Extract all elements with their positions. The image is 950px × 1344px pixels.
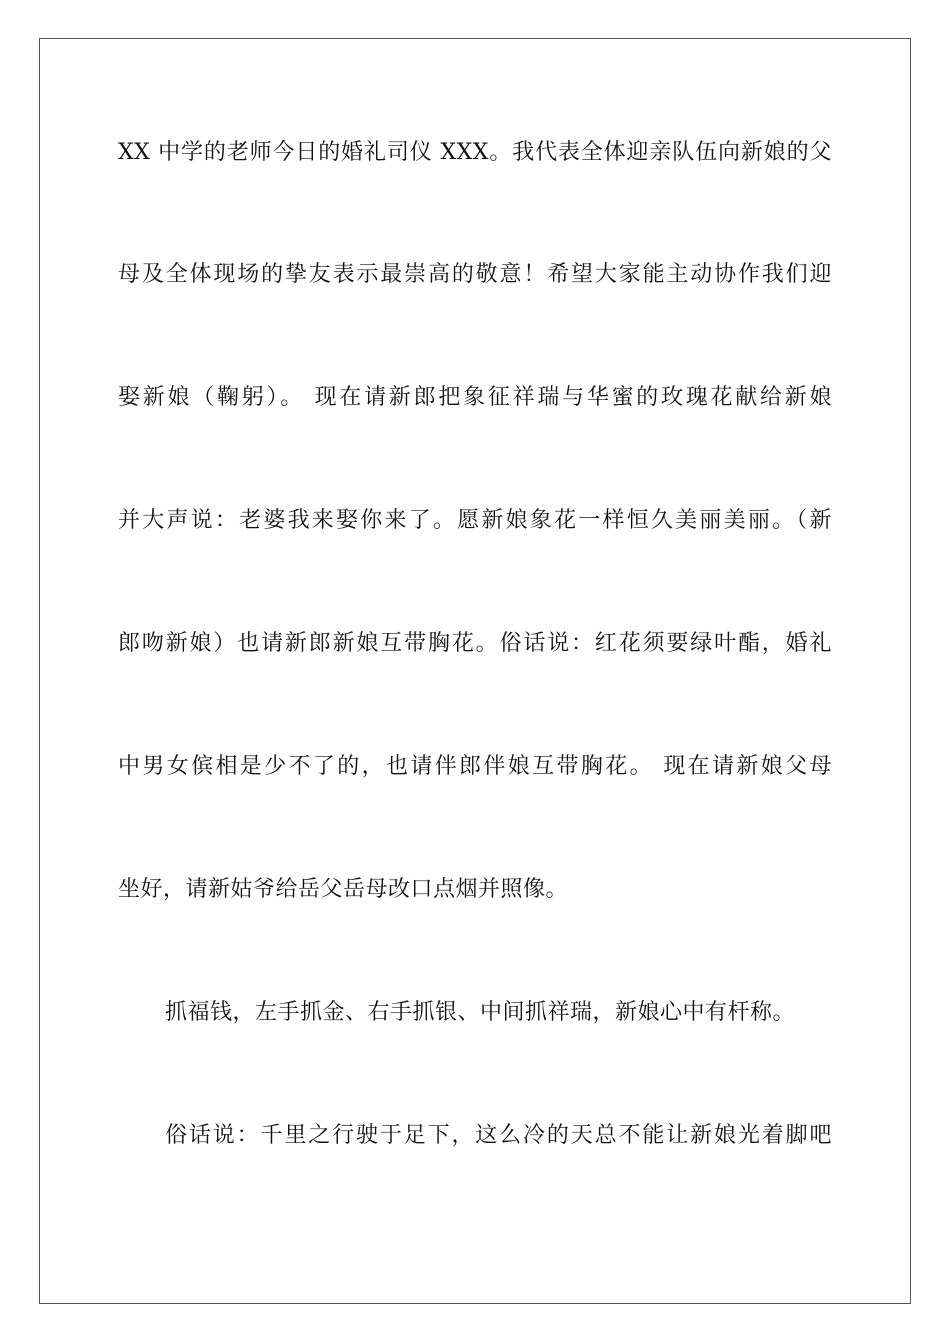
- paragraph-line-9: 俗话说：千里之行驶于足下，这么冷的天总不能让新娘光着脚吧: [165, 1123, 832, 1148]
- page-border: [39, 38, 911, 1304]
- text-line-2: 母及全体现场的挚友表示最崇高的敬意！希望大家能主动协作我们迎: [118, 262, 832, 287]
- text-line-4: 并大声说：老婆我来娶你来了。愿新娘象花一样恒久美丽美丽。（新: [118, 508, 832, 533]
- text-line-1: XX 中学的老师今日的婚礼司仪 XXX。我代表全体迎亲队伍向新娘的父: [118, 140, 832, 165]
- text-line-7: 坐好，请新姑爷给岳父岳母改口点烟并照像。: [118, 877, 569, 902]
- text-line-5: 郎吻新娘）也请新郎新娘互带胸花。俗话说：红花须要绿叶酯，婚礼: [118, 631, 832, 656]
- paragraph-line-8: 抓福钱，左手抓金、右手抓银、中间抓祥瑞，新娘心中有杆称。: [165, 1000, 796, 1025]
- text-line-3: 娶新娘（鞠躬）。 现在请新郎把象征祥瑞与华蜜的玫瑰花献给新娘: [118, 385, 832, 410]
- text-line-6: 中男女傧相是少不了的，也请伴郎伴娘互带胸花。 现在请新娘父母: [118, 754, 832, 779]
